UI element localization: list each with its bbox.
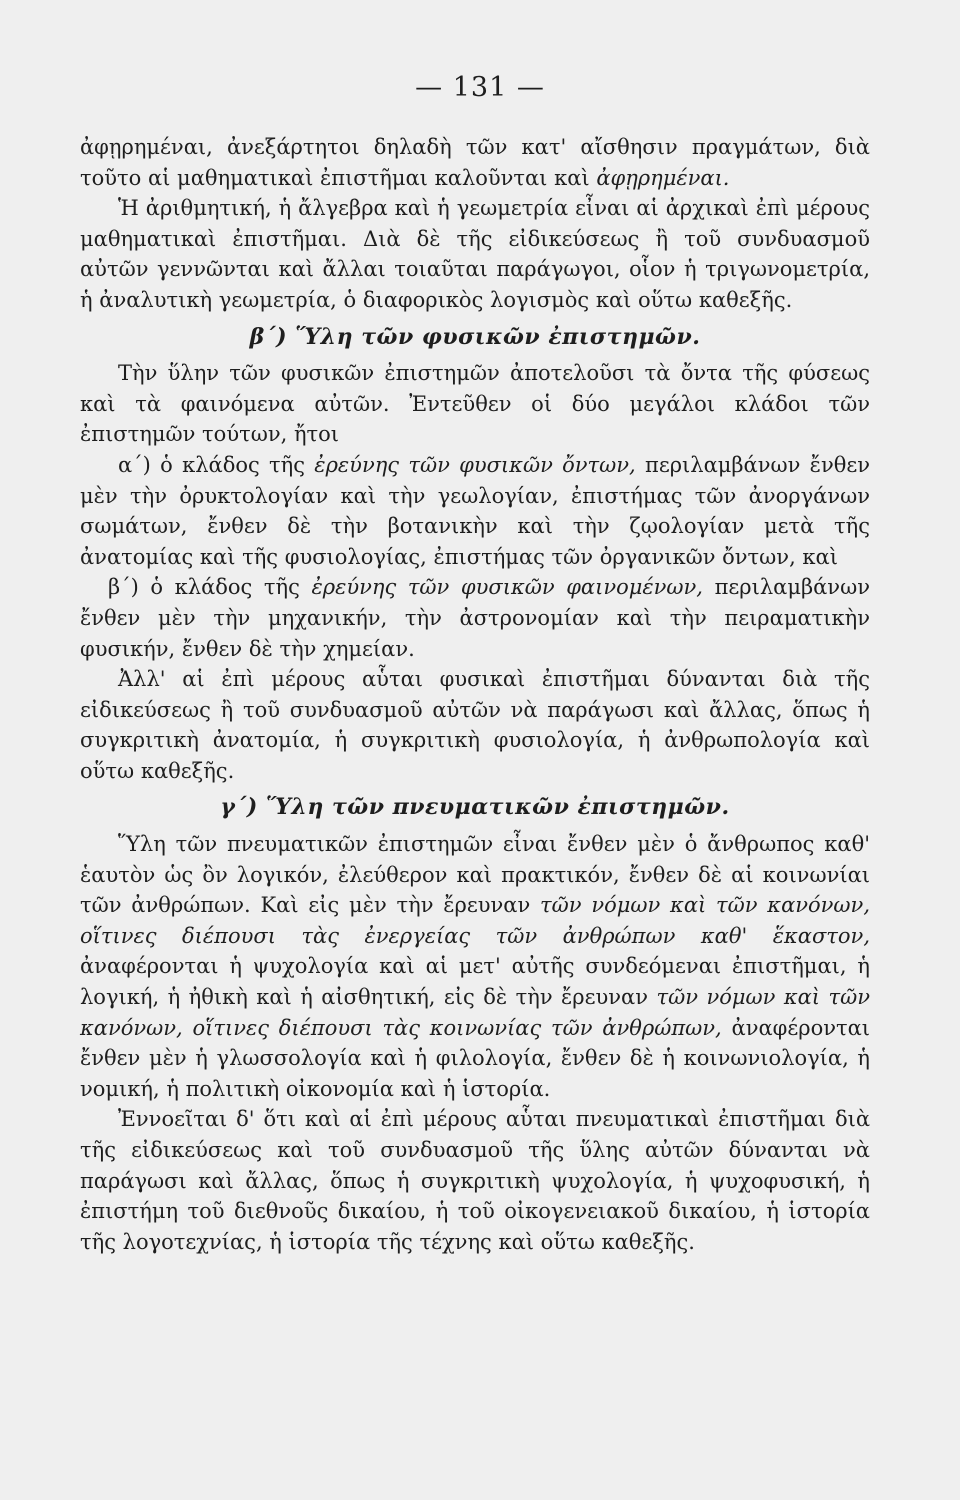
paragraph-7-part-1: Ὕλη τῶν πνευματικῶν ἐπιστημῶν εἶναι ἔνθεν μὲν ὁ ἄνθρωπος καθ' ἑαυτὸν ὡς ὂν λογικόν, ἐλεύθερον καὶ πρακτικόν, ἔνθεν δὲ αἱ κοινωνίαι τῶν ἀνθρώπων. Καὶ εἰς μὲν τὴν ἔρευναν bbox=[80, 832, 870, 918]
paragraph-7-italic-2: τῶν νόμων καὶ τῶν κανόνων, οἵτινες διέπουσι τὰς κοινωνίας τῶν ἀνθρώπων, bbox=[80, 985, 870, 1040]
section-heading-c: γ΄) Ὕλη τῶν πνευματικῶν ἐπιστημῶν. bbox=[220, 794, 730, 821]
paragraph-5 bbox=[80, 572, 870, 664]
paragraph-5-italic: ἐρεύνης τῶν φυσικῶν φαινομένων, bbox=[311, 575, 703, 600]
paragraph-1 bbox=[80, 132, 870, 193]
paragraph-5-rest: περιλαμβάνων ἔνθεν μὲν τὴν μηχανικήν, τὴν ἀστρονομίαν καὶ τὴν πειραματικὴν φυσικήν, ἔνθεν δὲ τὴν χημείαν. bbox=[80, 575, 870, 661]
paragraph-3: Τὴν ὕλην τῶν φυσικῶν ἐπιστημῶν ἀποτελοῦσι τὰ ὄντα τῆς φύσεως καὶ τὰ φαινόμενα αὐτῶν. Ἐντεῦθεν οἱ δύο μεγάλοι κλάδοι τῶν ἐπιστημῶν τούτων, ἤτοι bbox=[80, 361, 870, 447]
paragraph-4-italic: ἐρεύνης τῶν φυσικῶν ὄντων, bbox=[314, 452, 636, 477]
paragraph-8: Ἐννοεῖται δ' ὅτι καὶ αἱ ἐπὶ μέρους αὗται πνευματικαὶ ἐπιστῆμαι διὰ τῆς εἰδικεύσεως καὶ τοῦ συνδυασμοῦ τῆς ὕλης αὐτῶν δύνανται νὰ παράγωσι καὶ ἄλλας, ὅπως ἡ συγκριτικὴ ψυχολογία, ἡ ψυχοφυσική, ἡ ἐπιστήμη τοῦ διεθνοῦς δικαίου, ἡ τοῦ οἰκογενειακοῦ δικαίου, ἡ ἱστορία τῆς λογοτεχνίας, ἡ ἱστορία τῆς τέχνης καὶ οὕτω καθεξῆς. bbox=[80, 1107, 870, 1254]
paragraph-4-rest: περιλαμβάνων ἔνθεν μὲν τὴν ὀρυκτολογίαν καὶ τὴν γεωλογίαν, ἐπιστήμας τῶν ἀνοργάνων σωμάτων, ἔνθεν δὲ τὴν βοτανικὴν καὶ τὴν ζῳολογίαν μετὰ τῆς ἀνατομίας καὶ τῆς φυσιολογίας, ἐπιστήμας τῶν ὀργανικῶν ὄντων, καὶ bbox=[80, 452, 870, 569]
page-number: — 131 — bbox=[415, 72, 545, 103]
paragraph-7 bbox=[80, 829, 870, 1104]
paragraph-4-lead: α΄) ὁ κλάδος τῆς bbox=[118, 452, 305, 477]
page-body bbox=[80, 132, 870, 1257]
paragraph-7-part-3: ἀναφέρονται ἔνθεν μὲν ἡ γλωσσολογία καὶ ἡ φιλολογία, ἔνθεν δὲ ἡ κοινωνιολογία, ἡ νομική, ἡ πολιτικὴ οἰκονομία καὶ ἡ ἱστορία. bbox=[80, 1015, 871, 1101]
paragraph-1-text: ἀφῃρημέναι, ἀνεξάρτητοι δηλαδὴ τῶν κατ' αἴσθησιν πραγμάτων, διὰ τοῦτο αἱ μαθηματικαὶ ἐπιστῆμαι καλοῦνται καὶ bbox=[80, 135, 870, 190]
paragraph-7-part-2: ἀναφέρονται ἡ ψυχολογία καὶ αἱ μετ' αὐτῆς συνδεόμεναι ἐπιστῆμαι, ἡ λογική, ἡ ἠθικὴ καὶ ἡ αἰσθητική, εἰς δὲ τὴν ἔρευναν bbox=[80, 954, 870, 1010]
section-heading-b: β΄) Ὕλη τῶν φυσικῶν ἐπιστημῶν. bbox=[249, 323, 701, 350]
paragraph-4 bbox=[80, 450, 870, 572]
paragraph-6: Ἀλλ' αἱ ἐπὶ μέρους αὗται φυσικαὶ ἐπιστῆμαι δύνανται διὰ τῆς εἰδικεύσεως ἢ τοῦ συνδυασμοῦ αὐτῶν νὰ παράγωσι καὶ ἄλλας, ὅπως ἡ συγκριτικὴ ἀνατομία, ἡ συγκριτικὴ φυσιολογία, ἡ ἀνθρωπολογία καὶ οὕτω καθεξῆς. bbox=[80, 667, 870, 783]
paragraph-1-italic: ἀφῃρημέναι. bbox=[596, 165, 730, 190]
paragraph-2: Ἡ ἀριθμητική, ἡ ἄλγεβρα καὶ ἡ γεωμετρία εἶναι αἱ ἀρχικαὶ ἐπὶ μέρους μαθηματικαὶ ἐπιστῆμαι. Διὰ δὲ τῆς εἰδικεύσεως ἢ τοῦ συνδυασμοῦ αὐτῶν γεννῶνται καὶ ἄλλαι τοιαῦται παράγωγοι, οἷον ἡ τριγωνομετρία, ἡ ἀναλυτικὴ γεωμετρία, ὁ διαφορικὸς λογισμὸς καὶ οὕτω καθεξῆς. bbox=[80, 196, 870, 312]
paragraph-7-italic-1: τῶν νόμων καὶ τῶν κανόνων, οἵτινες διέπουσι τὰς ἐνεργείας τῶν ἀνθρώπων καθ' ἕκαστον, bbox=[80, 893, 871, 948]
paragraph-5-lead: β΄) ὁ κλάδος τῆς bbox=[108, 575, 300, 600]
